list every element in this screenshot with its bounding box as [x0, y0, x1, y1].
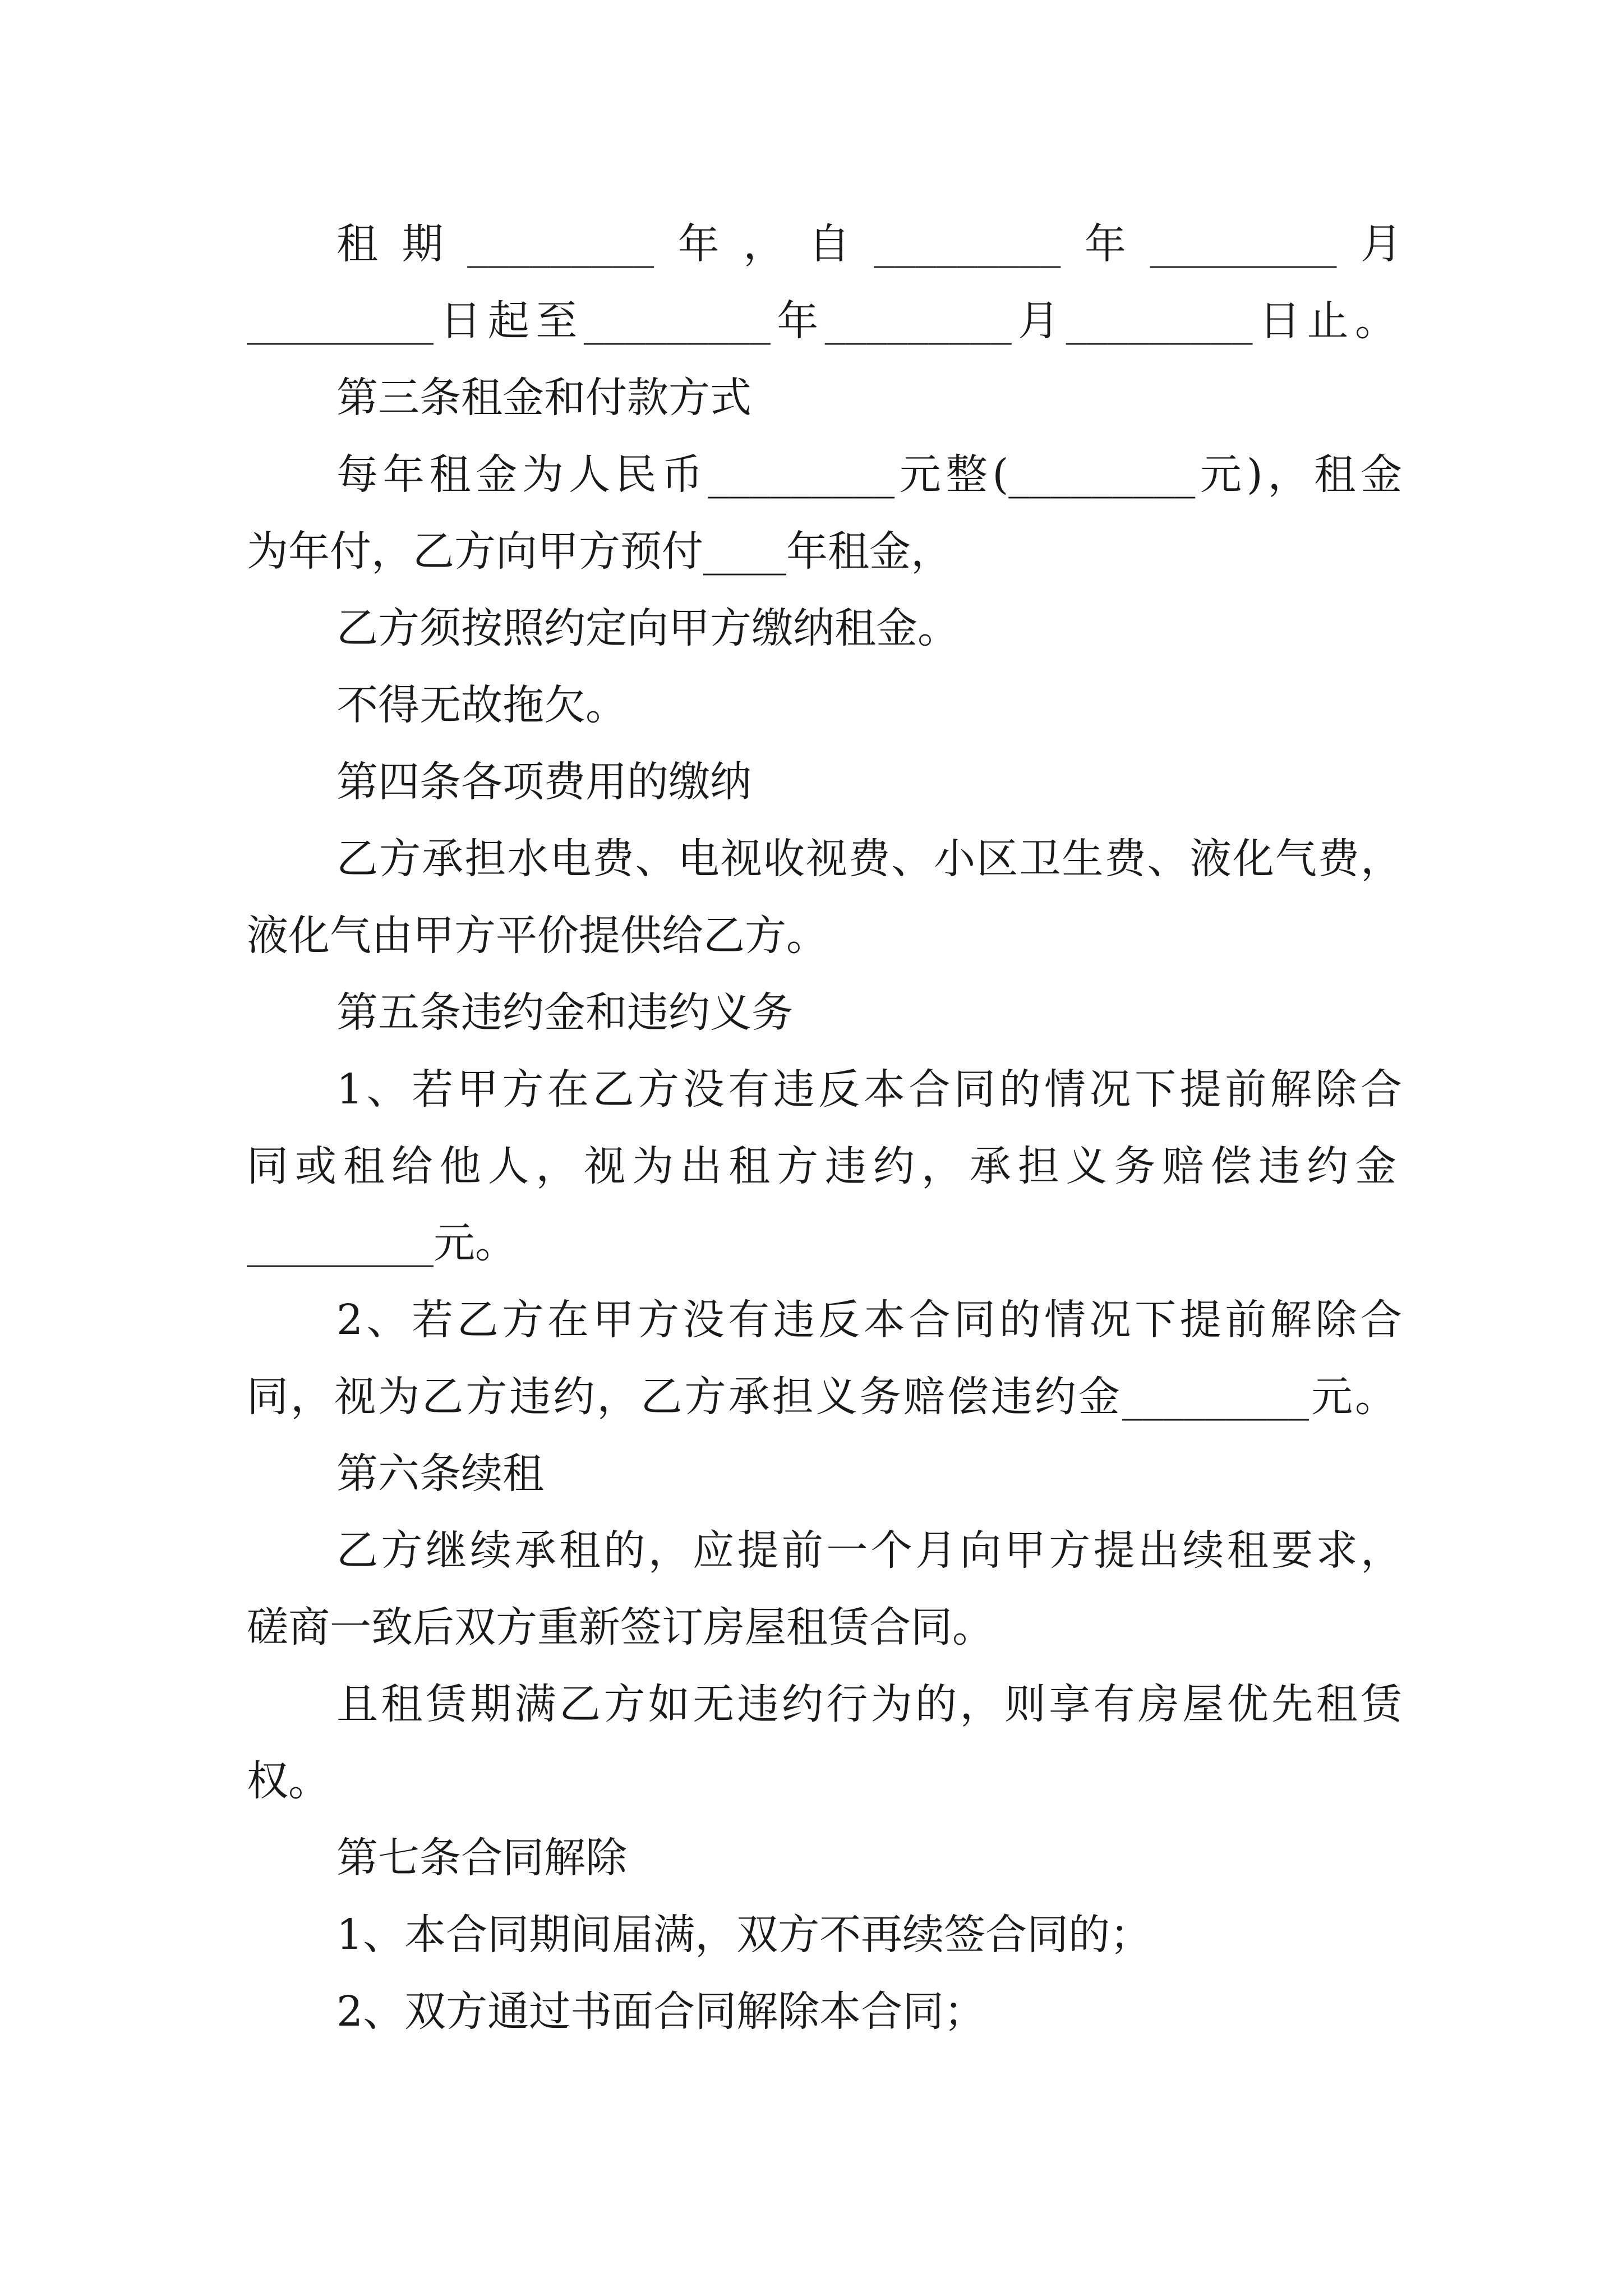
fees-line-2: 液化气由甲方平价提供给乙方。 [247, 912, 828, 960]
priority-lease-line-2: 权。 [247, 1757, 330, 1805]
rent-amount-line-2: 为年付，乙方向甲方预付____年租金， [247, 527, 952, 576]
section-heading-renewal: 第六条续租 [336, 1450, 544, 1498]
fees-line-1: 乙方承担水电费、电视收视费、小区卫生费、液化气费， [336, 835, 1402, 883]
penalty-2-line-2: 同，视为乙方违约，乙方承担义务赔偿违约金_________元。 [247, 1373, 1396, 1421]
lease-term-line-1: 租期_________年，自_________年_________月 [336, 220, 1402, 268]
termination-item-2: 2、双方通过书面合同解除本合同； [336, 1987, 986, 2036]
lease-term-line-2: _________日起至_________年_________月_________日止。 [247, 297, 1396, 345]
termination-item-1: 1、本合同期间届满，双方不再续签合同的； [336, 1911, 1152, 1959]
section-heading-penalty: 第五条违约金和违约义务 [336, 988, 793, 1037]
no-arrears-paragraph: 不得无故拖欠。 [336, 681, 627, 729]
section-heading-fees: 第四条各项费用的缴纳 [336, 758, 751, 806]
penalty-2-line-1: 2、若乙方在甲方没有违反本合同的情况下提前解除合 [336, 1296, 1402, 1344]
penalty-1-line-1: 1、若甲方在乙方没有违反本合同的情况下提前解除合 [336, 1065, 1402, 1114]
renewal-line-1: 乙方继续承租的，应提前一个月向甲方提出续租要求， [336, 1526, 1402, 1575]
section-heading-rent: 第三条租金和付款方式 [336, 374, 751, 422]
penalty-1-line-2: 同或租给他人，视为出租方违约，承担义务赔偿违约金 [247, 1142, 1396, 1190]
penalty-1-line-3: _________元。 [247, 1219, 517, 1267]
rent-payment-paragraph: 乙方须按照约定向甲方缴纳租金。 [336, 604, 959, 652]
renewal-line-2: 磋商一致后双方重新签订房屋租赁合同。 [247, 1603, 994, 1651]
rent-amount-line-1: 每年租金为人民币_________元整(_________元)，租金 [336, 450, 1402, 499]
section-heading-termination: 第七条合同解除 [336, 1834, 627, 1882]
priority-lease-line-1: 且租赁期满乙方如无违约行为的，则享有房屋优先租赁 [336, 1680, 1402, 1728]
